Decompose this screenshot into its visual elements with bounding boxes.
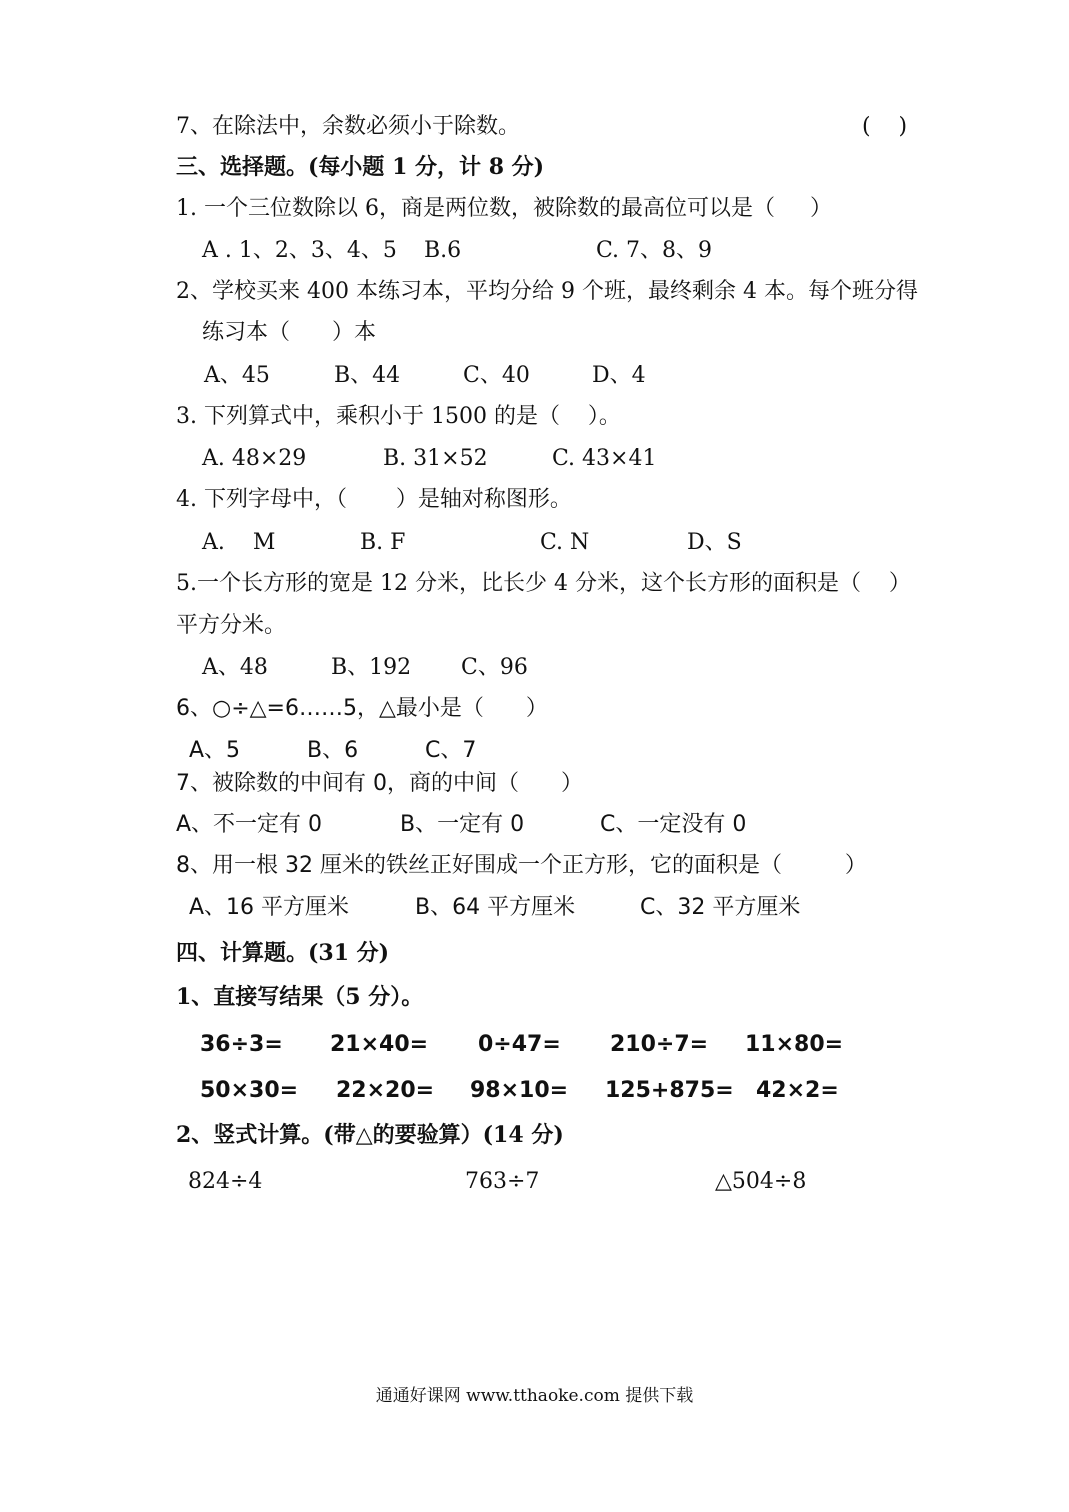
direct-calc-item: 0÷47= bbox=[478, 1032, 561, 1057]
q4-option-c: C. N bbox=[540, 530, 590, 555]
question-3-stem: 3. 下列算式中，乘积小于 1500 的是（ ）。 bbox=[176, 404, 621, 429]
q1-option-b: B.6 bbox=[424, 238, 462, 263]
vertical-calc-item: 824÷4 bbox=[188, 1169, 263, 1194]
q4-option-b: B. F bbox=[360, 530, 406, 555]
q3-option-a: A. 48×29 bbox=[202, 446, 307, 471]
q4-option-a: A. M bbox=[202, 530, 276, 555]
q2-option-d: D、4 bbox=[592, 363, 646, 388]
question-8-stem: 8、用一根 32 厘米的铁丝正好围成一个正方形，它的面积是（ ） bbox=[176, 853, 867, 878]
vertical-calc-item: △504÷8 bbox=[715, 1169, 807, 1194]
answer-blank: ( ) bbox=[862, 114, 908, 139]
question-1-stem: 1. 一个三位数除以 6，商是两位数，被除数的最高位可以是（ ） bbox=[176, 196, 832, 221]
q3-option-c: C. 43×41 bbox=[552, 446, 657, 471]
vertical-calc-item: 763÷7 bbox=[465, 1169, 540, 1194]
direct-calc-item: 210÷7= bbox=[610, 1032, 709, 1057]
q2-option-b: B、44 bbox=[334, 363, 401, 388]
vertical-calc-title: 2、竖式计算。(带△的要验算）(14 分) bbox=[176, 1122, 564, 1148]
direct-calc-item: 42×2= bbox=[756, 1078, 839, 1103]
q2-option-c: C、40 bbox=[463, 363, 530, 388]
question-5-stem-cont: 平方分米。 bbox=[176, 613, 287, 638]
section-title-choice: 三、选择题。(每小题 1 分，计 8 分) bbox=[176, 154, 545, 180]
section-title-calculation: 四、计算题。(31 分) bbox=[176, 940, 390, 966]
q2-option-a: A、45 bbox=[204, 363, 270, 388]
q7-option-b: B、一定有 0 bbox=[400, 812, 525, 837]
q8-option-a: A、16 平方厘米 bbox=[189, 895, 350, 920]
q4-option-d: D、S bbox=[687, 530, 742, 555]
q7-option-c: C、一定没有 0 bbox=[600, 812, 747, 837]
q5-option-a: A、48 bbox=[202, 655, 268, 680]
question-6-stem: 6、○÷△=6……5，△最小是（ ） bbox=[176, 696, 548, 721]
page-footer: 通通好课网 www.tthaoke.com 提供下载 bbox=[375, 1386, 694, 1406]
direct-calc-item: 11×80= bbox=[745, 1032, 844, 1057]
q8-option-b: B、64 平方厘米 bbox=[415, 895, 576, 920]
q5-option-b: B、192 bbox=[331, 655, 412, 680]
q6-option-b: B、6 bbox=[307, 738, 359, 763]
q1-option-c: C. 7、8、9 bbox=[596, 238, 713, 263]
judge-item-7: 7、在除法中，余数必须小于除数。 bbox=[176, 114, 520, 139]
q5-option-c: C、96 bbox=[461, 655, 528, 680]
direct-calc-item: 125+875= bbox=[605, 1078, 734, 1103]
direct-calc-item: 36÷3= bbox=[200, 1032, 283, 1057]
q6-option-c: C、7 bbox=[425, 738, 477, 763]
q8-option-c: C、32 平方厘米 bbox=[640, 895, 801, 920]
question-2-stem: 2、学校买来 400 本练习本，平均分给 9 个班，最终剩余 4 本。每个班分得 bbox=[176, 279, 918, 304]
direct-calc-item: 50×30= bbox=[200, 1078, 299, 1103]
direct-calc-item: 98×10= bbox=[470, 1078, 569, 1103]
q3-option-b: B. 31×52 bbox=[383, 446, 488, 471]
q7-option-a: A、不一定有 0 bbox=[176, 812, 323, 837]
q1-option-a: A . 1、2、3、4、5 bbox=[202, 238, 397, 263]
direct-calc-item: 21×40= bbox=[330, 1032, 429, 1057]
question-5-stem: 5.一个长方形的宽是 12 分米，比长少 4 分米，这个长方形的面积是（ ） bbox=[176, 571, 911, 596]
question-2-stem-cont: 练习本（ ）本 bbox=[202, 320, 376, 345]
direct-calc-title: 1、直接写结果（5 分）。 bbox=[176, 984, 424, 1010]
question-4-stem: 4. 下列字母中，（ ）是轴对称图形。 bbox=[176, 487, 572, 512]
question-7-stem: 7、被除数的中间有 0，商的中间（ ） bbox=[176, 771, 583, 796]
q6-option-a: A、5 bbox=[189, 738, 241, 763]
direct-calc-item: 22×20= bbox=[336, 1078, 435, 1103]
